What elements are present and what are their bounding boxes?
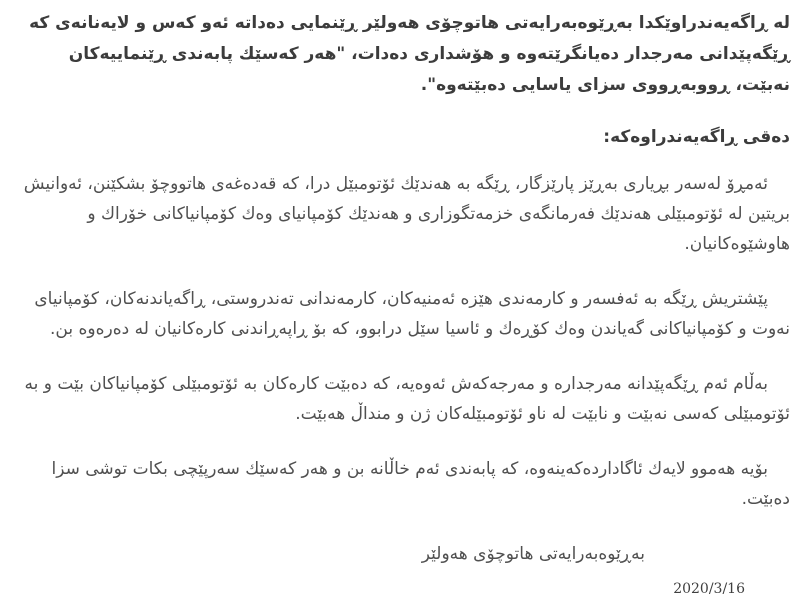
announcement-text-heading: دەقی ڕاگەیەندراوەکە: [603,127,790,147]
body-paragraph-4: بۆیە هەموو لایەك ئاگاداردەکەینەوە، کە پابەندی ئەم خاڵانە بن و هەر کەسێك سەرپێچی بکات توشی سزا دەبێت. [51,459,790,509]
body-paragraph-2: پێشتریش ڕێگە بە ئەفسەر و کارمەندی هێزە ئەمنیەکان، کارمەندانی تەندروستی، ڕاگەیاندنەکان، کۆمپانیای نەوت و کۆمپانیاکانی گەیاندن وەك کۆڕەك و ئاسیا سێل درابوو، کە بۆ ڕاپەڕاندنی کارەکانیان لە دەرەوە بن. [34,289,790,339]
intro-paragraph: لە ڕاگەیەندراوێکدا بەڕێوەبەرایەتی هاتوچۆی هەولێر ڕێنمایی دەداتە ئەو کەس و لایەنانەی کە ڕێگەپێدانی مەرجدار دەیانگرێتەوە و هۆشداری دەدات، "هەر کەسێك پابەندی ڕێنماییەکان نەبێت، ڕووبەڕووی سزای یاسایی دەبێتەوە". [29,13,790,95]
date-line: 2020/3/16 [673,581,745,597]
signature-line: بەڕێوەبەرایەتی هاتوچۆی هەولێر [421,544,645,564]
body-paragraph-1: ئەمڕۆ لەسەر بڕیاری بەڕێز پارێزگار، ڕێگە بە هەندێك ئۆتومبێل درا، کە قەدەغەی هاتووچۆ بشکێنن، ئەوانیش بریتین لە ئۆتومبێلی هەندێك فەرمانگەی خزمەتگوزاری و هەندێك کۆمپانیای وەك کۆمپانیاکانی خۆراك و هاوشێوەکانیان. [23,174,790,254]
body-paragraph-3: بەڵام ئەم ڕێگەپێدانە مەرجدارە و مەرجەکەش ئەوەیە، کە دەبێت کارەکان بە ئۆتومبێلی کۆمپانیاکان بێت و بە ئۆتومبێلی کەسی نەبێت و نابێت لە ناو ئۆتومبێلەکان ژن و منداڵ هەبێت. [24,374,790,424]
